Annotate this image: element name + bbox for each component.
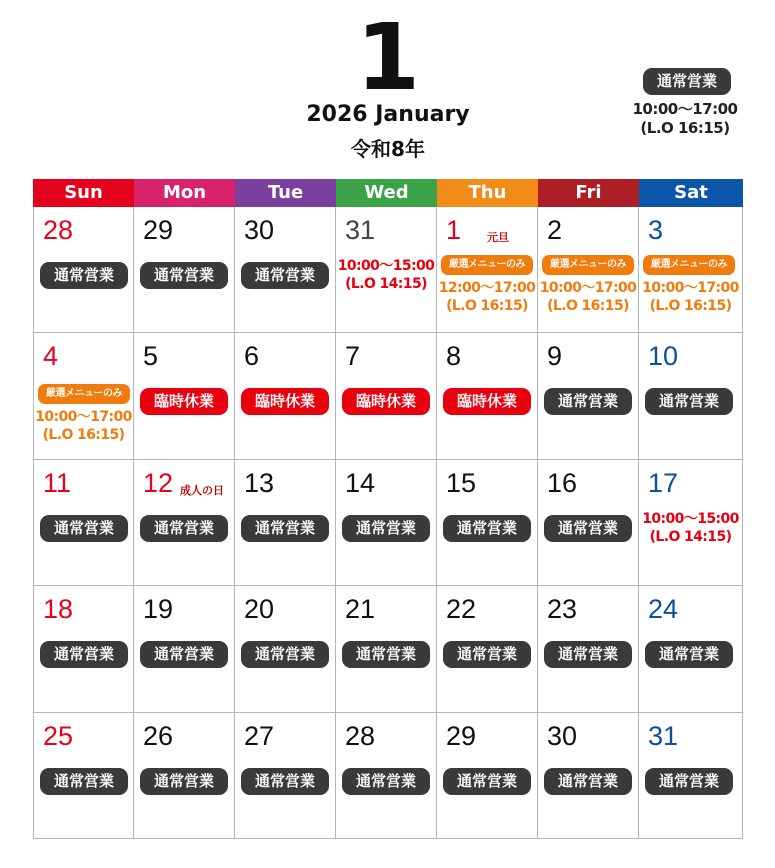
hours-line2: (L.O 16:15) [649,298,732,314]
status-badge-normal: 通常営業 [40,515,128,542]
day-cell [538,460,639,586]
hours-line1: 10:00〜17:00 [539,280,637,296]
day-number: 8 [446,341,462,372]
status-badge-normal: 通常営業 [342,768,430,795]
status-badge-normal: 通常営業 [645,768,733,795]
weekday-header-wed: Wed [336,179,437,207]
day-cell [33,713,134,839]
status-badge-normal: 通常営業 [443,515,531,542]
day-cell [538,207,639,333]
hours-line2: (L.O 16:15) [42,427,125,444]
status-badge-normal: 通常営業 [140,641,228,668]
day-cell [437,207,538,333]
hours-line1: 10:00〜17:00 [35,409,132,426]
day-number: 7 [345,341,361,372]
day-number: 30 [244,215,275,245]
day-number: 29 [143,215,174,245]
day-number: 26 [143,720,174,751]
day-number: 4 [43,341,59,372]
day-number: 11 [43,467,72,498]
holiday-note: 元旦 [487,231,509,244]
status-badge-normal: 通常営業 [241,515,329,542]
day-number: 31 [648,720,679,751]
status-badge-normal: 通常営業 [645,641,733,668]
status-badge-normal: 通常営業 [544,388,632,415]
day-number: 27 [244,720,275,751]
hours-line2: (L.O 16:15) [547,298,629,314]
day-number: 28 [345,720,376,751]
legend-hours-line2: (L.O 16:15) [640,119,730,137]
day-number: 18 [43,594,74,625]
day-number: 17 [648,467,679,498]
day-cell [639,333,743,459]
day-number: 16 [547,467,578,498]
day-cell [336,586,437,712]
weekday-header-tue: Tue [235,179,336,207]
day-number: 21 [345,594,376,625]
day-cell [639,586,743,712]
day-number: 23 [547,594,578,625]
day-cell [134,586,235,712]
legend-hours [615,100,755,138]
business-hours [538,279,638,315]
day-cell [639,460,743,586]
day-number: 20 [244,594,275,625]
status-badge-normal: 通常営業 [241,262,329,289]
hours-line1: 10:00〜15:00 [337,258,435,274]
day-cell [639,207,743,333]
day-cell [538,713,639,839]
day-number: 12 [143,467,174,498]
day-cell [235,586,336,712]
day-cell [33,586,134,712]
status-badge-normal: 通常営業 [342,515,430,542]
legend-badge: 通常営業 [643,68,731,95]
day-number: 15 [446,467,477,498]
status-badge-normal: 通常営業 [40,768,128,795]
day-number: 13 [244,467,275,498]
day-cell [336,460,437,586]
era-label: 令和8年 [351,137,425,161]
status-badge-normal: 通常営業 [40,641,128,668]
status-badge-normal: 通常営業 [645,388,733,415]
day-number: 1 [446,215,462,245]
weekday-header-mon: Mon [134,179,235,207]
month-number: 1 [355,4,420,111]
day-number: 29 [446,720,477,751]
weekday-header-sun: Sun [33,179,134,207]
business-hours [336,257,436,293]
hours-line1: 10:00〜15:00 [642,510,739,527]
day-number: 10 [648,341,679,372]
day-number: 30 [547,720,578,751]
status-badge-normal: 通常営業 [140,515,228,542]
day-cell [134,207,235,333]
day-number: 25 [43,720,74,751]
status-badge-limited-menu: 厳選メニューのみ [643,255,735,275]
day-number: 31 [345,215,376,245]
status-badge-normal: 通常営業 [544,768,632,795]
hours-line1: 12:00〜17:00 [438,280,536,296]
status-badge-closed: 臨時休業 [342,388,430,415]
status-badge-normal: 通常営業 [443,641,531,668]
day-cell [134,713,235,839]
status-badge-normal: 通常営業 [40,262,128,289]
status-badge-normal: 通常営業 [342,641,430,668]
day-cell [33,460,134,586]
legend-hours-line1: 10:00〜17:00 [632,100,738,118]
day-cell [134,460,235,586]
hours-line2: (L.O 14:15) [345,276,427,292]
day-cell [336,713,437,839]
status-badge-normal: 通常営業 [544,515,632,542]
business-hours [34,408,133,444]
day-cell [639,713,743,839]
status-badge-normal: 通常営業 [241,768,329,795]
day-cell [235,333,336,459]
day-cell [336,333,437,459]
status-badge-limited-menu: 厳選メニューのみ [542,255,634,275]
day-cell [437,713,538,839]
day-cell [336,207,437,333]
day-number: 2 [547,215,563,245]
day-cell [235,460,336,586]
status-badge-normal: 通常営業 [544,641,632,668]
calendar-grid [33,207,743,839]
business-hours [437,279,537,315]
day-cell [437,333,538,459]
status-badge-closed: 臨時休業 [241,388,329,415]
calendar [33,179,743,839]
day-number: 22 [446,594,477,625]
day-number: 5 [143,341,159,372]
day-cell [33,207,134,333]
day-cell [134,333,235,459]
day-number: 14 [345,467,376,498]
day-cell [538,333,639,459]
status-badge-normal: 通常営業 [140,768,228,795]
weekday-header-fri: Fri [538,179,639,207]
hours-line2: (L.O 14:15) [649,528,732,545]
business-hours [639,510,742,546]
day-cell [437,586,538,712]
status-badge-closed: 臨時休業 [140,388,228,415]
status-badge-closed: 臨時休業 [443,388,531,415]
day-cell [235,207,336,333]
status-badge-normal: 通常営業 [241,641,329,668]
day-number: 9 [547,341,563,372]
holiday-note: 成人の日 [180,483,224,497]
weekday-header-sat: Sat [639,179,743,207]
status-badge-normal: 通常営業 [443,768,531,795]
day-cell [437,460,538,586]
day-cell [235,713,336,839]
day-number: 28 [43,215,74,245]
day-number: 24 [648,594,679,625]
day-number: 6 [244,341,260,372]
day-cell [33,333,134,459]
status-badge-limited-menu: 厳選メニューのみ [441,255,533,275]
day-number: 3 [648,215,664,245]
hours-line1: 10:00〜17:00 [642,280,739,296]
weekday-header-row [33,179,743,207]
year-month-label: 2026 January [306,102,470,127]
day-number: 19 [143,594,174,625]
status-badge-normal: 通常営業 [140,262,228,289]
day-cell [538,586,639,712]
hours-line2: (L.O 16:15) [446,298,528,314]
status-badge-limited-menu: 厳選メニューのみ [38,384,130,404]
weekday-header-thu: Thu [437,179,538,207]
business-hours [639,279,742,315]
